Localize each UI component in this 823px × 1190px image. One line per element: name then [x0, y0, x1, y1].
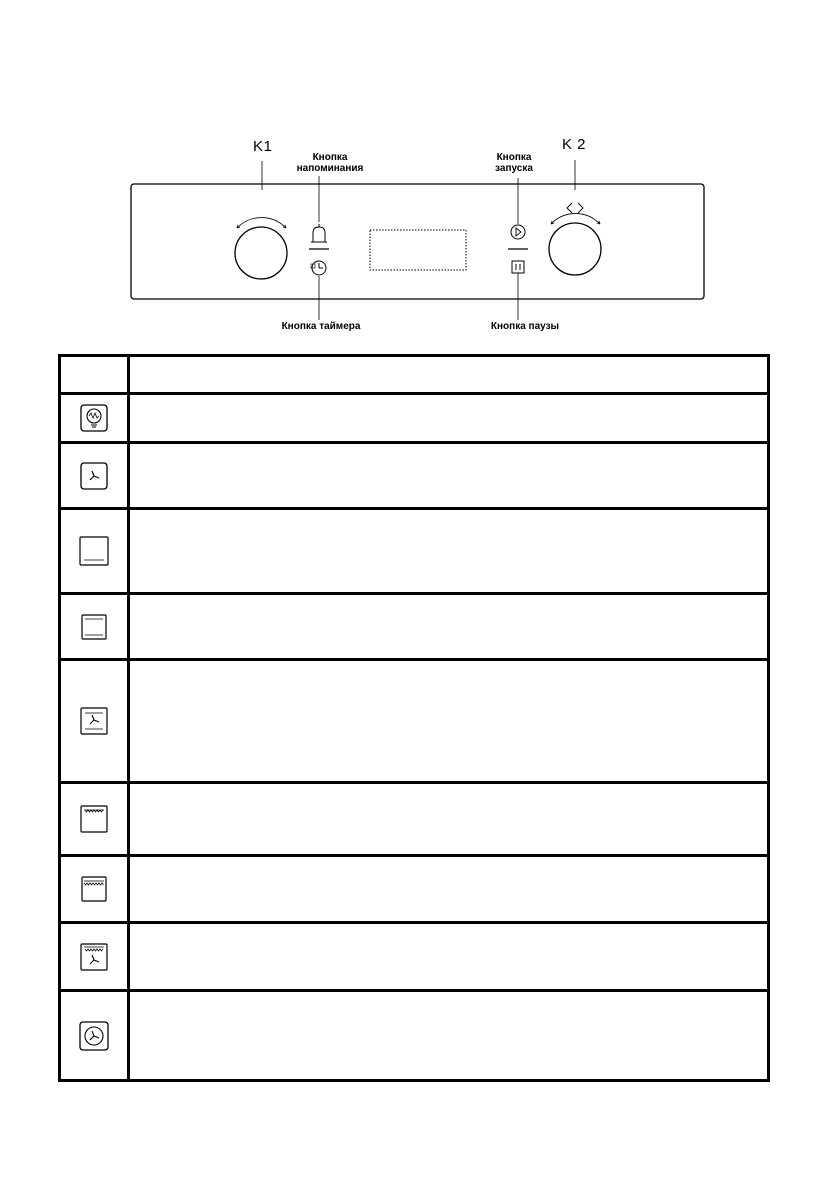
knob-k1-label: K1 [253, 138, 273, 155]
table-row [61, 992, 767, 1079]
knob-k2-label: K 2 [562, 136, 587, 153]
row-icon-cell [61, 395, 127, 441]
grill-icon [80, 805, 108, 833]
fan-bottom-heat-icon [80, 707, 108, 735]
row-icon-cell [61, 992, 127, 1079]
display-screen [370, 230, 466, 270]
table-row [61, 595, 767, 658]
control-panel-diagram [0, 0, 823, 350]
table-row [61, 510, 767, 592]
bell-icon[interactable] [311, 224, 327, 242]
pause-icon[interactable] [512, 261, 524, 273]
table-row [61, 924, 767, 989]
oven-modes-table [58, 354, 770, 1082]
row-icon-cell [61, 857, 127, 921]
row-icon-cell [61, 924, 127, 989]
pause-button-label: Кнопка паузы [490, 321, 560, 332]
table-row [61, 784, 767, 854]
fan-icon [80, 462, 108, 490]
table-header-row [61, 357, 767, 392]
start-button-label: Кнопка запуска [495, 152, 533, 174]
row-description [130, 992, 767, 1091]
timer-icon[interactable] [311, 261, 326, 275]
row-description [130, 510, 767, 604]
knob-k2[interactable] [549, 203, 601, 275]
table-row [61, 661, 767, 781]
row-icon-cell [61, 444, 127, 507]
table-row [61, 395, 767, 441]
bottom-heat-icon [79, 536, 109, 566]
fan-grill-icon [80, 943, 108, 971]
lamp-icon [80, 404, 108, 432]
row-icon-cell [61, 661, 127, 781]
play-icon[interactable] [511, 225, 525, 239]
reminder-button-label: Кнопка напоминания [296, 152, 364, 174]
double-grill-icon [81, 876, 107, 902]
hot-air-icon [79, 1021, 109, 1051]
timer-button-label: Кнопка таймера [281, 321, 361, 332]
table-row [61, 444, 767, 507]
top-bottom-heat-icon [81, 614, 107, 640]
row-icon-cell [61, 784, 127, 854]
row-description [130, 661, 767, 793]
header-icon-cell [61, 357, 127, 392]
row-icon-cell [61, 595, 127, 658]
table-row [61, 857, 767, 921]
knob-k1[interactable] [235, 218, 287, 279]
row-icon-cell [61, 510, 127, 592]
